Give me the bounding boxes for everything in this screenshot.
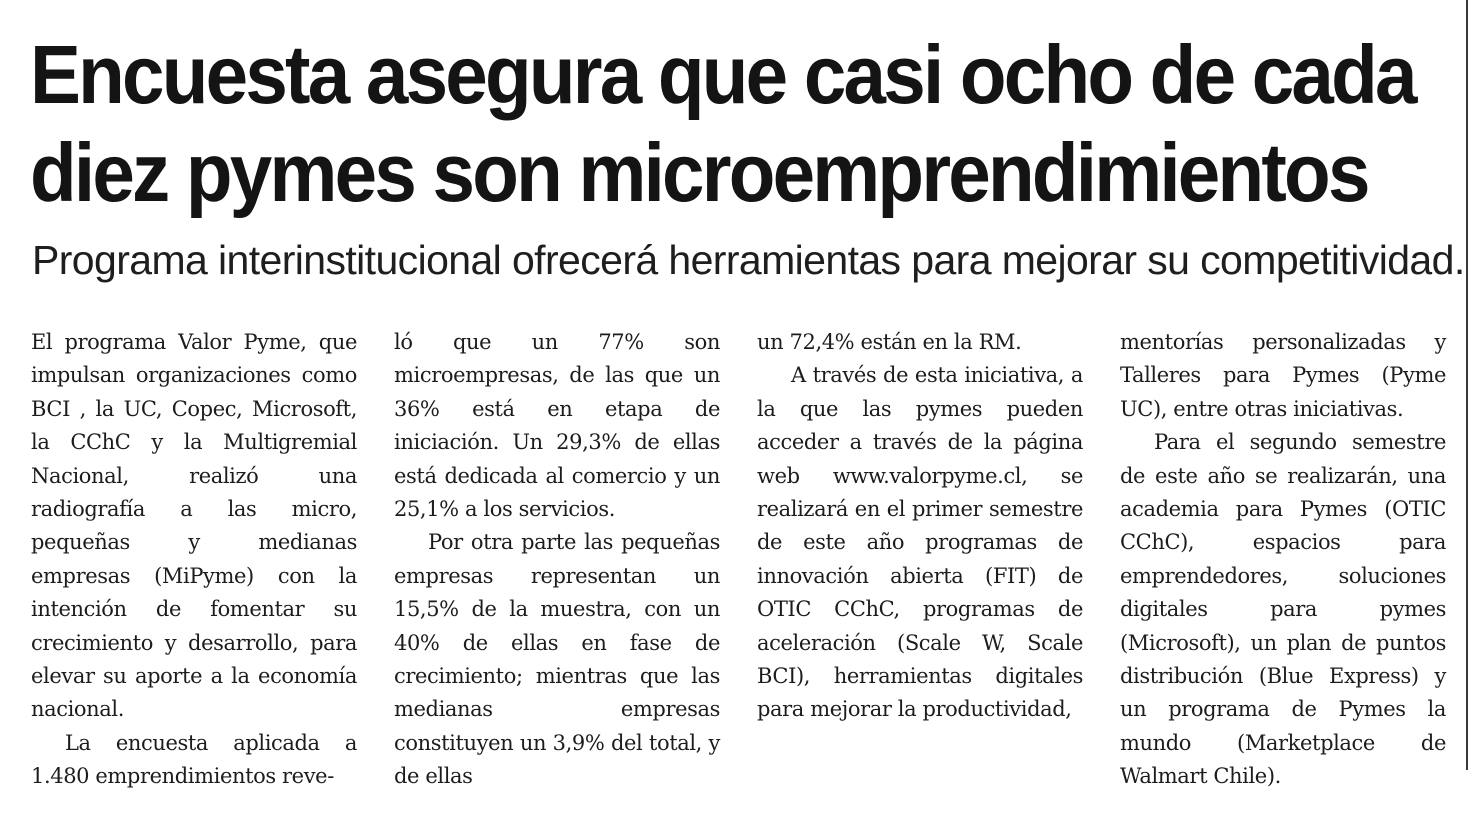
paragraph: ló que un 77% son microempresas, de las que un 36% está en etapa de iniciación. Un 29,3% de ellas está dedicada al comercio y un 25,1% a los servicios. bbox=[394, 330, 720, 522]
paragraph: A través de esta iniciativa, a la que las pymes pueden acceder a través de la página web www.valorpyme.cl, se realizará en el primer semestre de este año programas de innovación abierta (FIT) de OTIC CChC, programas de aceleración (Scale W, Scale BCI), herramientas digitales para mejorar la productividad, bbox=[757, 363, 1083, 722]
article-column-1 bbox=[31, 326, 357, 794]
paragraph: El programa Valor Pyme, que impulsan organizaciones como BCI , la UC, Copec, Microsoft, la CChC y la Multigremial Nacional, realizó una radiografía a las micro, pequeñas y medianas empresas (MiPyme) con la intención de fomentar su crecimiento y desarrollo, para elevar su aporte a la economía nacional. bbox=[31, 330, 357, 722]
subheadline: Programa interinstitucional ofrecerá herramientas para mejorar su competitividad. bbox=[32, 237, 1465, 283]
article-column-4 bbox=[1120, 326, 1446, 794]
paragraph: Para el segundo semestre de este año se realizarán, una academia para Pymes (OTIC CChC), espacios para emprendedores, soluciones digitales para pymes (Microsoft), un plan de puntos distribución (Blue Express) y un programa de Pymes la mundo (Marketplace de Walmart Chile). bbox=[1120, 430, 1446, 789]
article-column-2 bbox=[394, 326, 720, 794]
paragraph: mentorías personalizadas y Talleres para Pymes (Pyme UC), entre otras iniciativas. bbox=[1120, 330, 1446, 421]
article-column-3 bbox=[757, 326, 1083, 727]
headline-line-2: diez pymes son microemprendimientos bbox=[30, 126, 1368, 219]
page-edge-divider bbox=[1466, 0, 1468, 770]
paragraph: La encuesta aplicada a 1.480 emprendimientos reve- bbox=[31, 730, 357, 789]
headline bbox=[30, 26, 1415, 222]
paragraph: Por otra parte las pequeñas empresas representan un 15,5% de la muestra, con un 40% de ellas en fase de crecimiento; mientras que las medianas empresas constituyen un 3,9% del total, y de ellas bbox=[394, 530, 720, 789]
paragraph: un 72,4% están en la RM. bbox=[757, 330, 1022, 354]
headline-line-1: Encuesta asegura que casi ocho de cada bbox=[30, 28, 1415, 121]
